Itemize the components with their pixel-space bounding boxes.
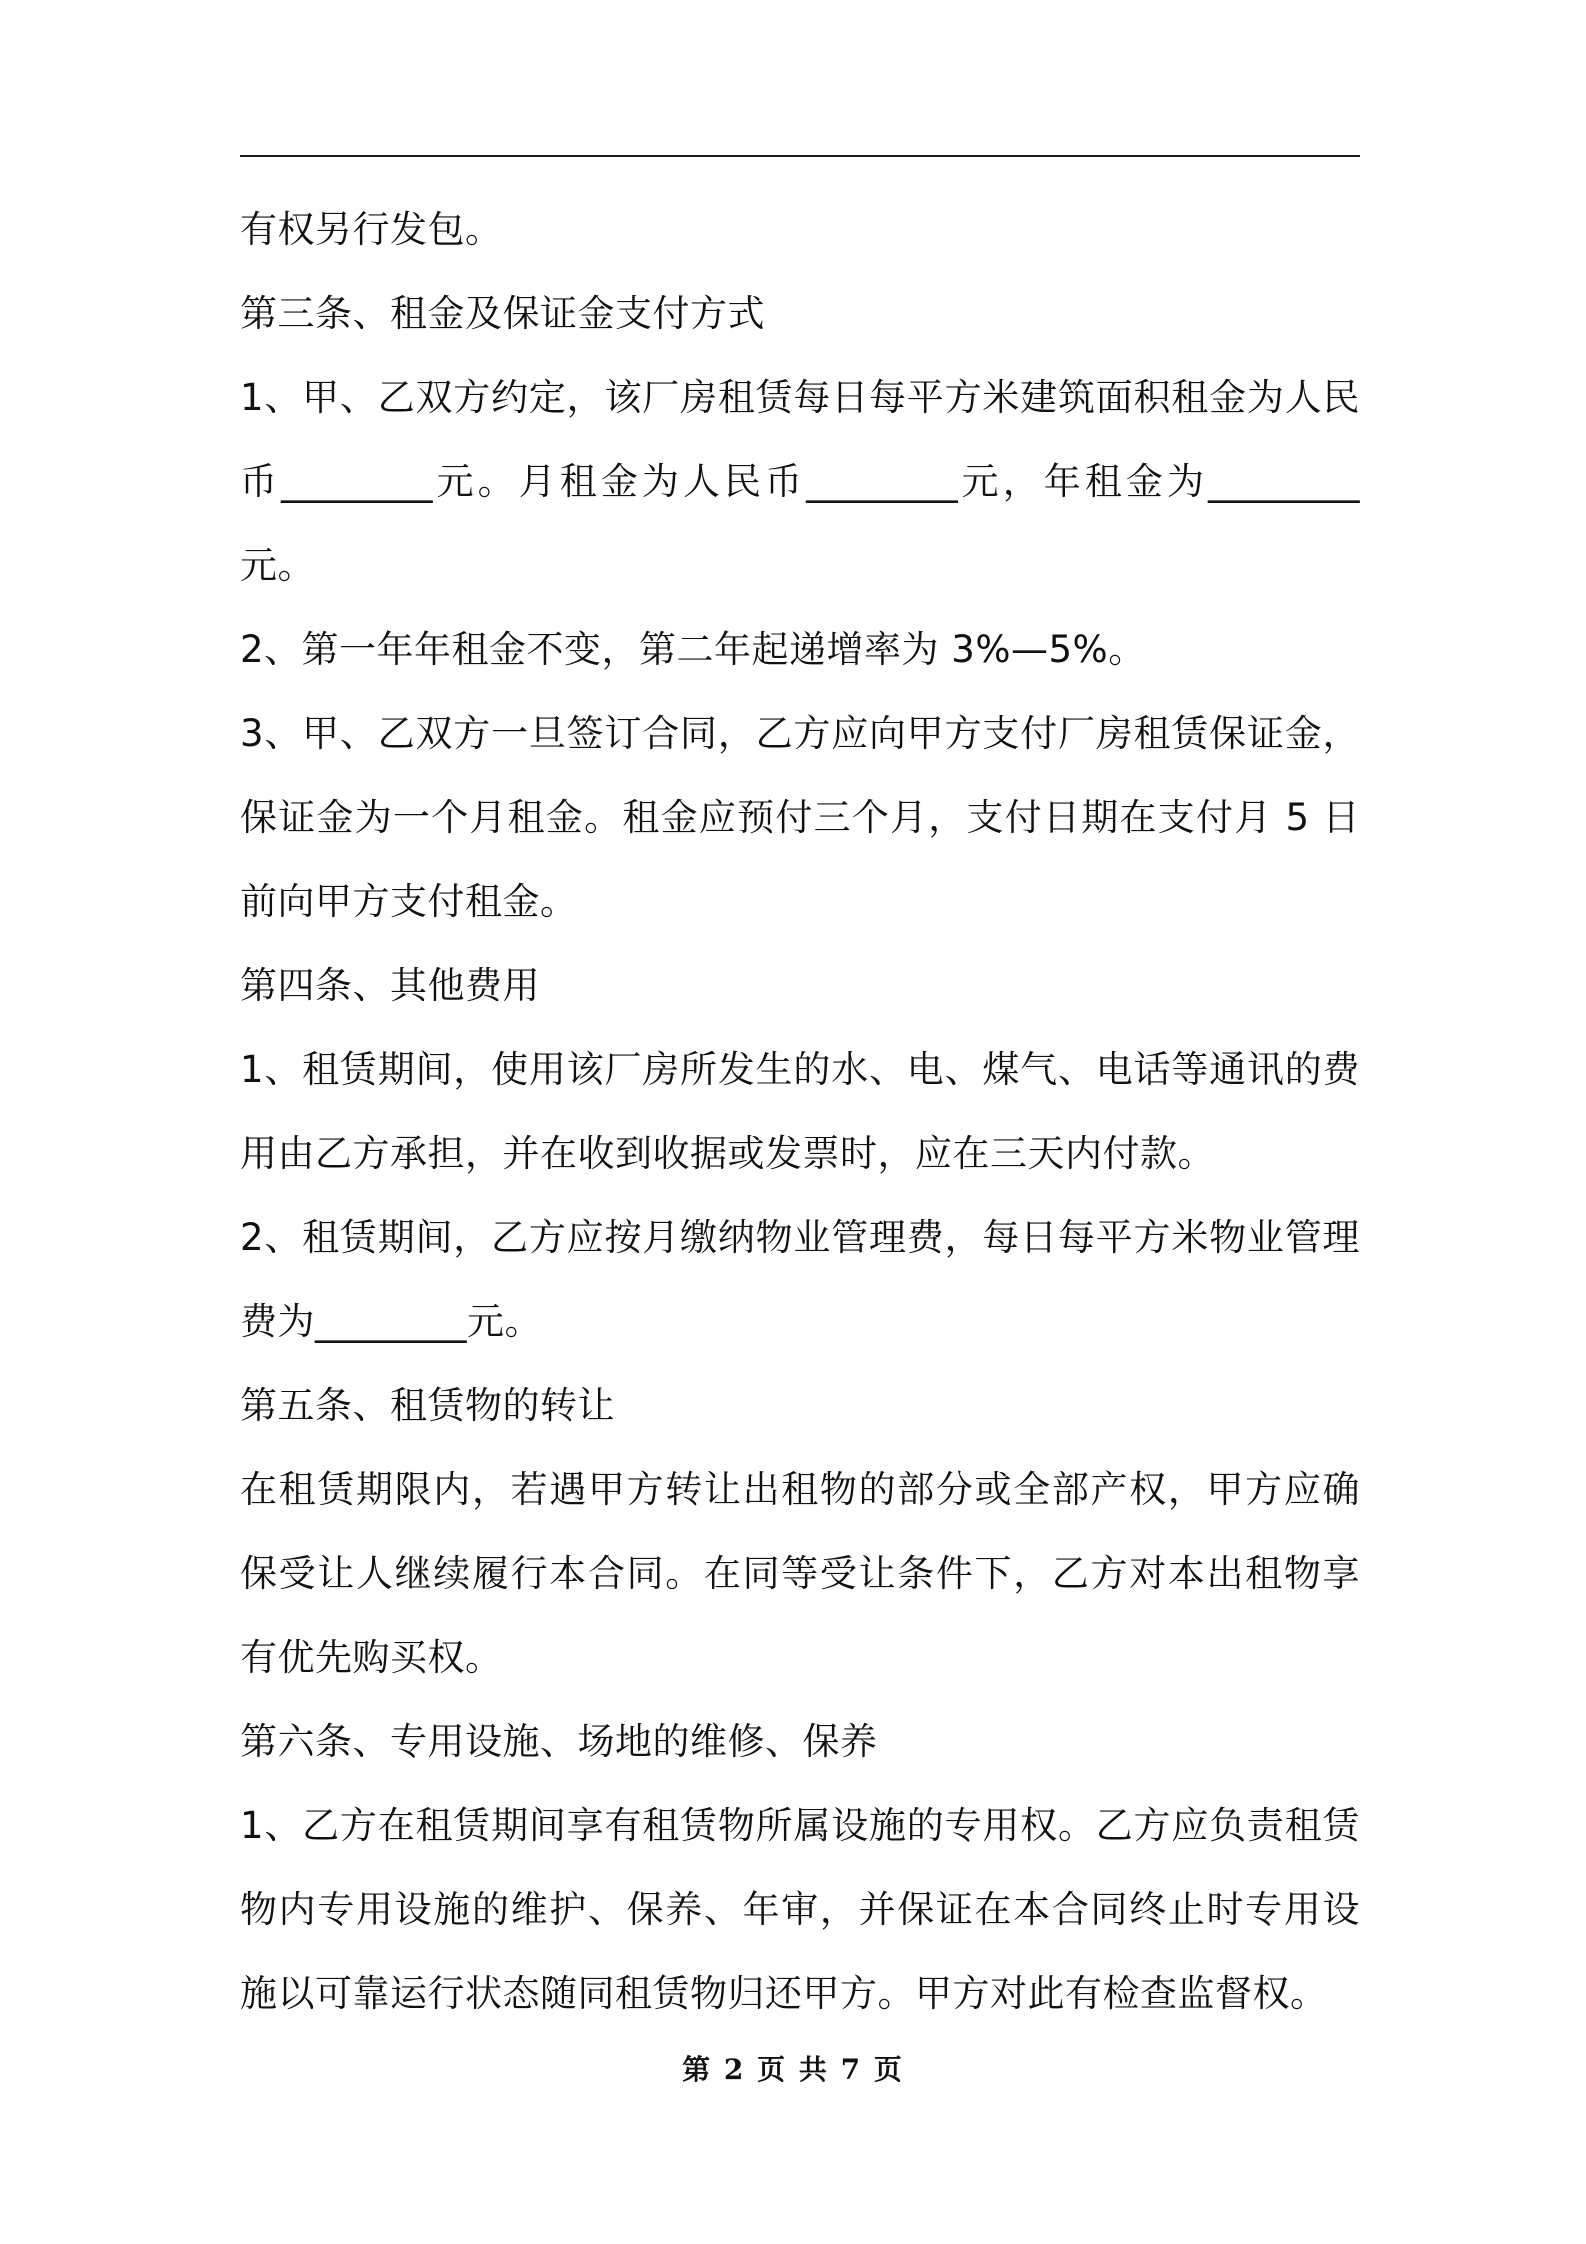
paragraph: 1、乙方在租赁期间享有租赁物所属设施的专用权。乙方应负责租赁物内专用设施的维护、保养、年审，并保证在本合同终止时专用设施以可靠运行状态随同租赁物归还甲方。甲方对此有检查监督权。: [240, 1804, 1360, 2015]
page-number-footer: 第 2 页 共 7 页: [682, 2053, 904, 2086]
section-heading: 第三条、租金及保证金支付方式: [240, 292, 765, 335]
paragraph: 2、第一年年租金不变，第二年起递增率为 3%—5%。: [240, 628, 1146, 671]
paragraph: 1、租赁期间，使用该厂房所发生的水、电、煤气、电话等通讯的费用由乙方承担，并在收到收据或发票时，应在三天内付款。: [240, 1048, 1360, 1175]
paragraph: 有权另行发包。: [240, 208, 503, 251]
paragraph: 3、甲、乙双方一旦签订合同，乙方应向甲方支付厂房租赁保证金，保证金为一个月租金。租金应预付三个月，支付日期在支付月 5 日前向甲方支付租金。: [240, 712, 1360, 923]
header-rule: [240, 155, 1360, 157]
section-heading: 第四条、其他费用: [240, 964, 540, 1007]
paragraph: 2、租赁期间，乙方应按月缴纳物业管理费，每日每平方米物业管理费为________元。: [240, 1216, 1360, 1343]
paragraph: 在租赁期限内，若遇甲方转让出租物的部分或全部产权，甲方应确保受让人继续履行本合同。在同等受让条件下，乙方对本出租物享有优先购买权。: [240, 1468, 1360, 1679]
section-heading: 第六条、专用设施、场地的维修、保养: [240, 1720, 878, 1763]
paragraph: 1、甲、乙双方约定，该厂房租赁每日每平方米建筑面积租金为人民币________元。月租金为人民币________元，年租金为________元。: [240, 376, 1360, 587]
section-heading: 第五条、租赁物的转让: [240, 1384, 615, 1427]
contract-body: [240, 188, 1360, 2036]
